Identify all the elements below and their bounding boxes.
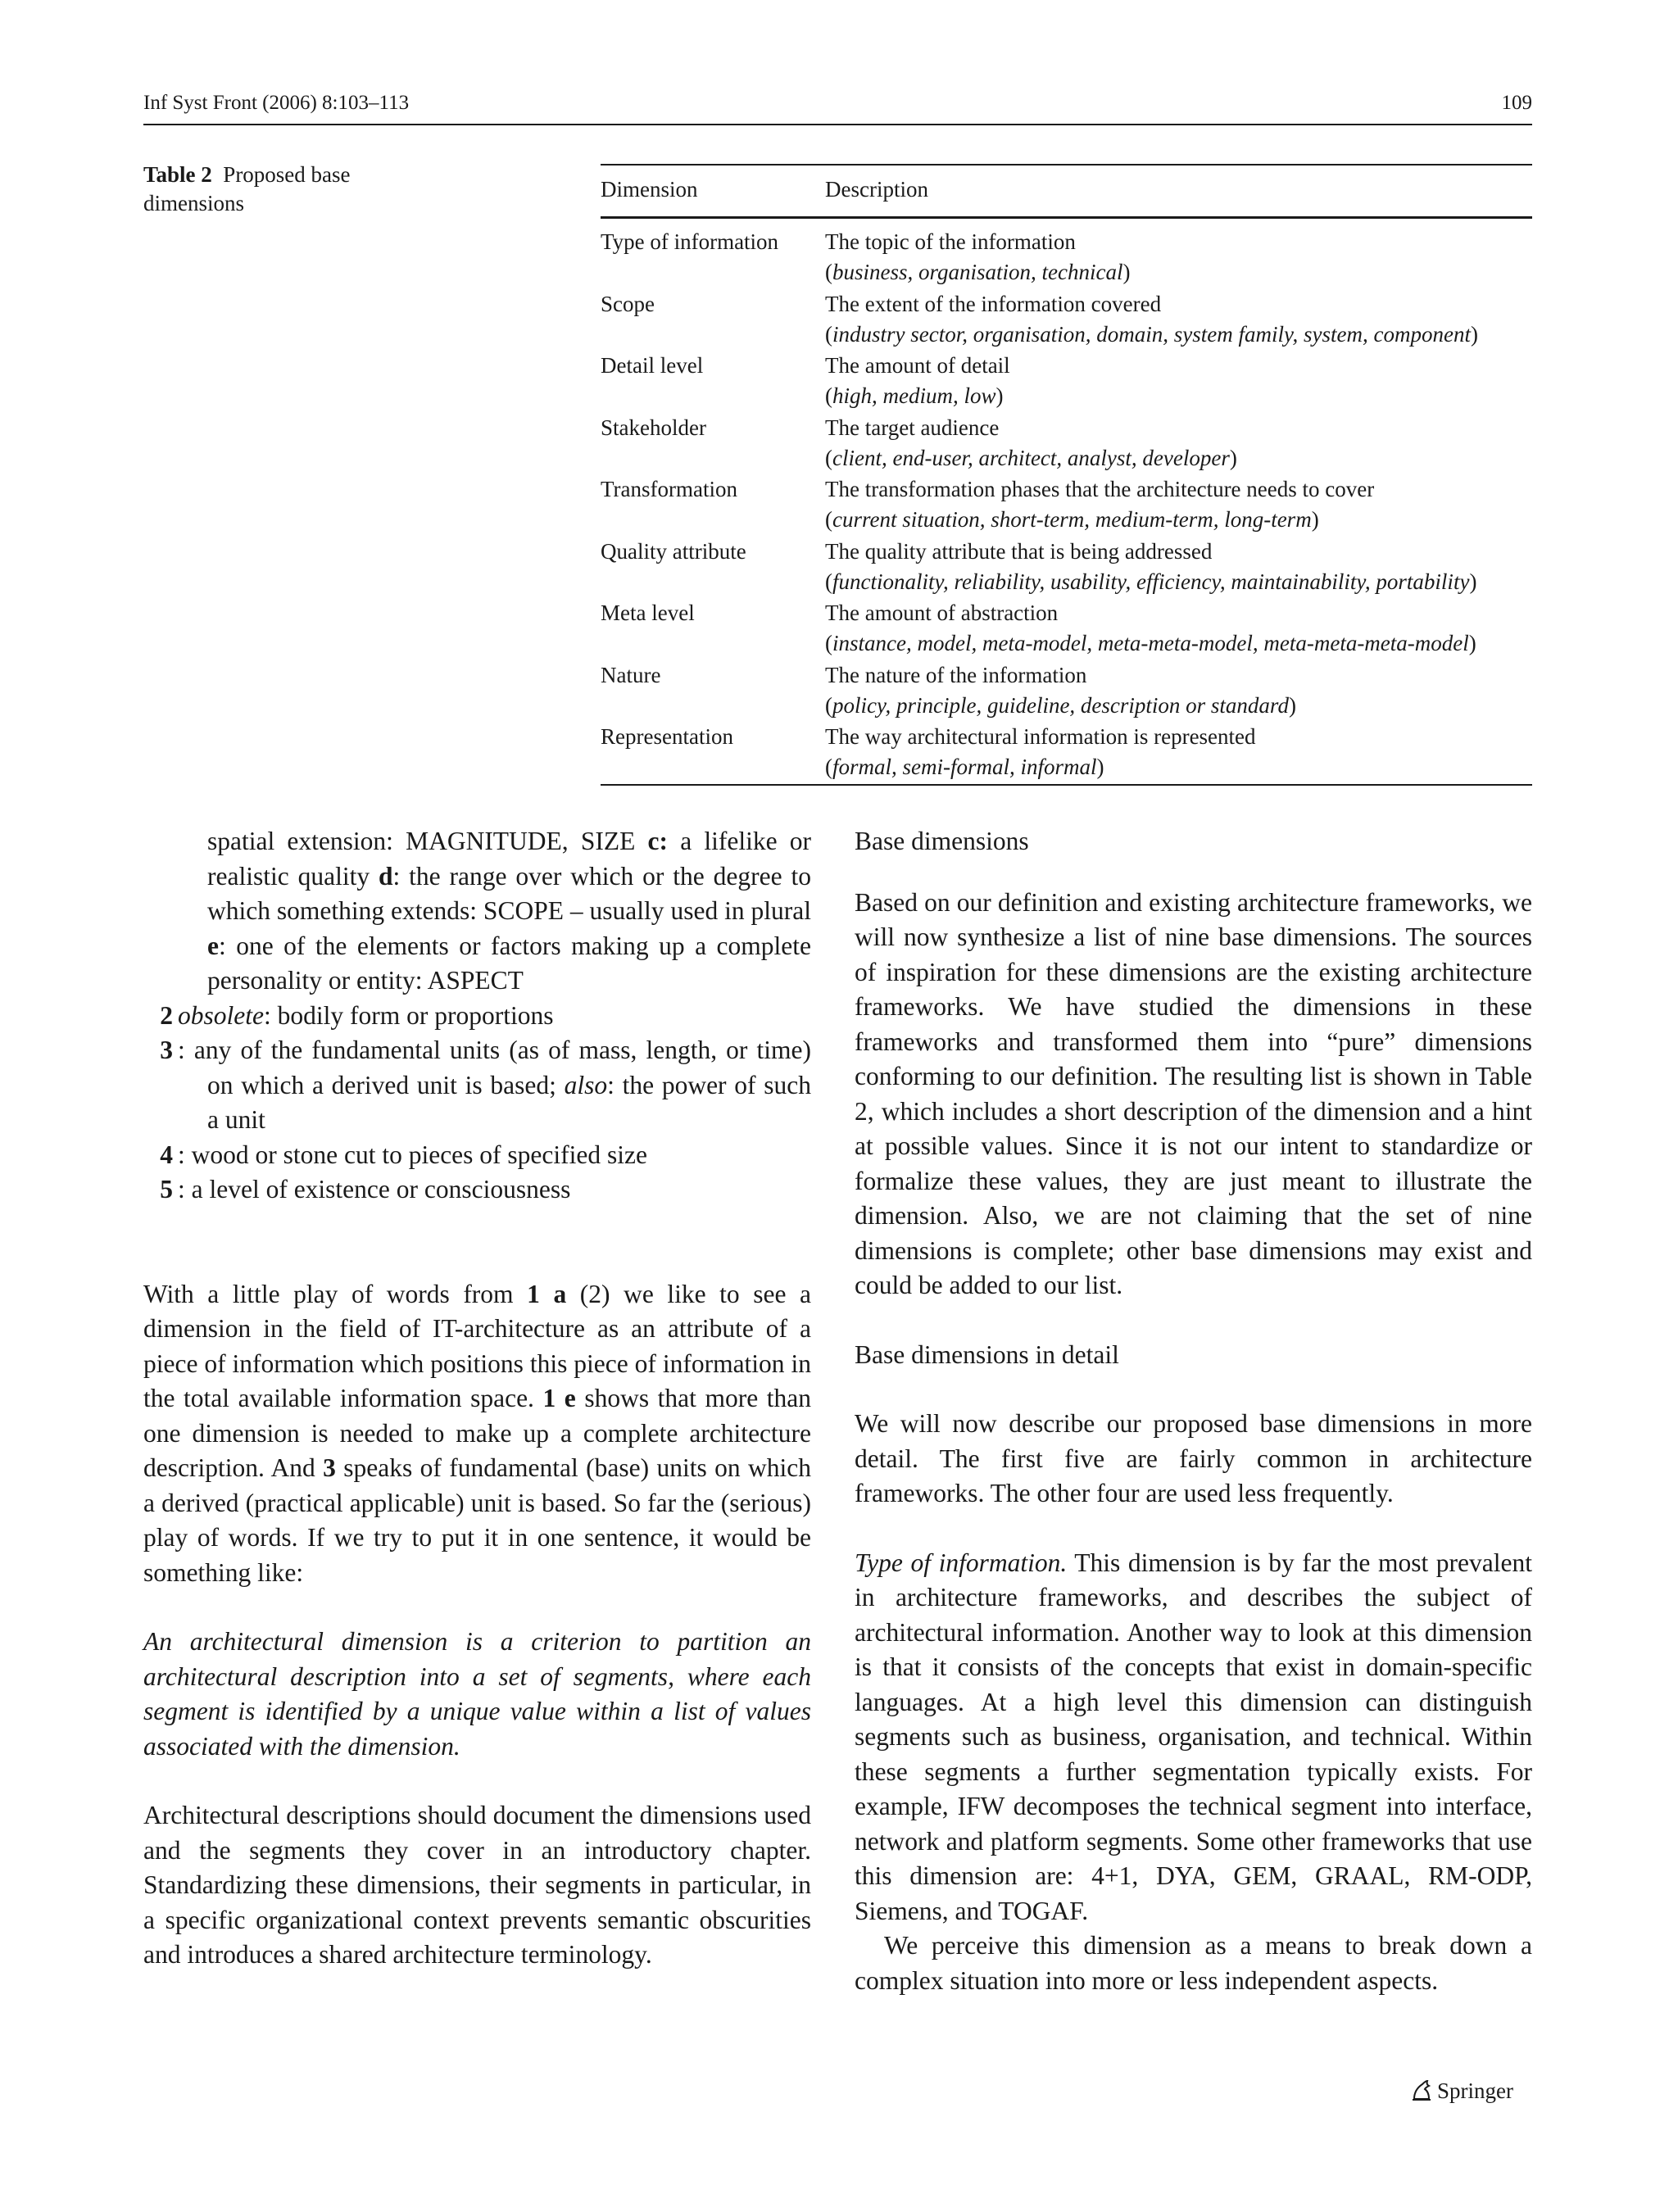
values-text: instance, model, meta-model, meta-meta-model, meta-meta-meta-model — [832, 631, 1469, 655]
dimension-cell: Type of information — [601, 229, 779, 254]
column-header-dimension: Dimension — [601, 177, 698, 202]
paragraph: Type of information. This dimension is by far the most prevalent in architecture frameworks, and describes the subject of architectural information. Another way to look at this dimension is that it consists of the concepts that exist in domain-specific languages. At a high level this dimension can distinguish segments such as business, organisation, and technical. Within these segments a further segmentation typically exists. For example, IFW decomposes the technical segment into interface, network and platform segments. Some other frameworks that use this dimension are: 4+1, DYA, GEM, GRAAL, RM-ODP, Siemens, and TOGAF. — [855, 1548, 1532, 1925]
definition-item: 3 : any of the fundamental units (as of mass, length, or time) on which a derived unit is based; also: the power of such a unit — [160, 1036, 812, 1134]
description-cell: The way architectural information is represented — [825, 724, 1256, 749]
definition-item: 2 obsolete: bodily form or proportions — [160, 1000, 554, 1030]
dimension-cell: Scope — [601, 291, 655, 316]
paragraph: Architectural descriptions should document the dimensions used and the segments they cover in an introductory chapter. Standardizing these dimensions, their segments in particular, in a specific organizational context prevents semantic obscurities and introduces a shared architecture terminology. — [143, 1801, 811, 1969]
dimension-cell: Quality attribute — [601, 538, 746, 564]
values-text: business, organisation, technical — [832, 260, 1123, 284]
table-caption-label: Table 2 — [143, 162, 212, 187]
table-row — [601, 346, 1532, 408]
dimension-cell: Representation — [601, 724, 733, 749]
values-text: client, end-user, architect, analyst, developer — [832, 445, 1230, 470]
table-bottom-rule — [601, 784, 1532, 786]
values-text: high, medium, low — [832, 383, 996, 408]
dimension-cell: Meta level — [601, 601, 695, 625]
run-in-heading: Type of information. — [855, 1548, 1068, 1577]
values-cell: (high, medium, low) — [825, 383, 1004, 408]
column-header-description: Description — [825, 177, 928, 202]
table-row — [601, 717, 1532, 779]
publisher-name: Springer — [1437, 2078, 1513, 2103]
paragraph: We will now describe our proposed base dimensions in more detail. The first five are fairly common in architecture frameworks. The other four are used less frequently. — [855, 1409, 1532, 1507]
publisher-logo — [1409, 2074, 1532, 2107]
table-row — [601, 284, 1532, 347]
dimension-cell: Nature — [601, 662, 661, 687]
dimension-cell: Detail level — [601, 353, 704, 378]
description-cell: The topic of the information — [825, 229, 1076, 254]
values-text: formal, semi-formal, informal — [832, 755, 1097, 779]
values-cell: (policy, principle, guideline, description or standard) — [825, 692, 1296, 718]
dimension-cell: Stakeholder — [601, 415, 706, 440]
definition-item: 4 : wood or stone cut to pieces of specified size — [160, 1140, 647, 1169]
paragraph: Based on our definition and existing architecture frameworks, we will now synthesize a list of nine base dimensions. The sources of inspiration for these dimensions are the existing architecture frameworks. We have studied the dimensions in these frameworks and transformed them into “pure” dimensions conforming to our definition. The resulting list is shown in Table 2, which includes a short description of the dimension and a hint at possible values. Since it is not our intent to standardize or formalize these values, they are just meant to illustrate the dimension. Also, we are not claiming that the set of nine dimensions is complete; other base dimensions may exist and could be added to our list. — [855, 887, 1532, 1299]
definition-statement: An architectural dimension is a criterion to partition an architectural description into a set of segments, where each segment is identified by a unique value within a list of values associated with the dimension. — [143, 1627, 811, 1761]
table-row — [601, 655, 1532, 718]
section-heading: Base dimensions in detail — [855, 1339, 1119, 1369]
springer-horse-icon — [1409, 2078, 1434, 2102]
description-cell: The amount of abstraction — [825, 601, 1059, 625]
table-caption-text: Proposed base dimensions — [143, 162, 351, 215]
description-cell: The transformation phases that the architecture needs to cover — [825, 477, 1375, 501]
values-cell: (business, organisation, technical) — [825, 260, 1131, 284]
header-rule — [143, 124, 1532, 125]
values-text: industry sector, organisation, domain, system family, system, component — [832, 321, 1471, 347]
description-cell: The nature of the information — [825, 662, 1087, 687]
page-number: 109 — [1501, 92, 1532, 114]
table-caption — [143, 161, 414, 218]
description-cell: The amount of detail — [825, 353, 1010, 378]
paragraph: We perceive this dimension as a means to break down a complex situation into more or less independent aspects. — [855, 1931, 1532, 1995]
running-head — [143, 88, 1532, 125]
table-row — [601, 222, 1532, 284]
definition-item: 5 : a level of existence or consciousness — [160, 1175, 571, 1203]
table-body — [601, 219, 1532, 784]
values-text: functionality, reliability, usability, efficiency, maintainability, portability — [832, 569, 1470, 594]
table-row — [601, 593, 1532, 655]
table-row — [601, 532, 1532, 594]
values-cell: (formal, semi-formal, informal) — [825, 755, 1104, 779]
description-cell: The extent of the information covered — [825, 291, 1162, 316]
definition-continuation: spatial extension: MAGNITUDE, SIZE c: a lifelike or realistic quality d: the range over which or the degree to which something extends: SCOPE – usually used in plural e: one of the elements or factors making up a complete personality or entity: ASPECT — [207, 827, 811, 995]
values-cell: (functionality, reliability, usability, efficiency, maintainability, portability) — [825, 569, 1477, 594]
table-row — [601, 408, 1532, 470]
right-column — [855, 824, 1532, 1998]
values-text: policy, principle, guideline, description or standard — [832, 692, 1289, 718]
dimension-cell: Transformation — [601, 477, 737, 501]
section-heading: Base dimensions — [855, 827, 1029, 855]
table-row — [601, 469, 1532, 532]
journal-citation: Inf Syst Front (2006) 8:103–113 — [143, 92, 410, 114]
paragraph: With a little play of words from 1 a (2) we like to see a dimension in the field of IT-architecture as an attribute of a piece of information which positions this piece of information in the total available information space. 1 e shows that more than one dimension is needed to make up a complete architecture description. And 3 speaks of fundamental (base) units on which a derived (practical applicable) unit is based. So far the (serious) play of words. If we try to put it in one sentence, it would be something like: — [143, 1279, 812, 1587]
values-cell: (instance, model, meta-model, meta-meta-model, meta-meta-meta-model) — [825, 631, 1476, 655]
table-header-row — [601, 165, 1532, 216]
description-cell: The quality attribute that is being addressed — [825, 538, 1213, 564]
left-column — [143, 824, 811, 1973]
values-cell: (client, end-user, architect, analyst, developer) — [825, 445, 1237, 470]
values-cell: (current situation, short-term, medium-term, long-term) — [825, 507, 1319, 532]
dimensions-table — [601, 164, 1532, 786]
values-text: current situation, short-term, medium-term, long-term — [832, 507, 1312, 532]
description-cell: The target audience — [825, 415, 1000, 440]
values-cell: (industry sector, organisation, domain, system family, system, component) — [825, 321, 1478, 347]
